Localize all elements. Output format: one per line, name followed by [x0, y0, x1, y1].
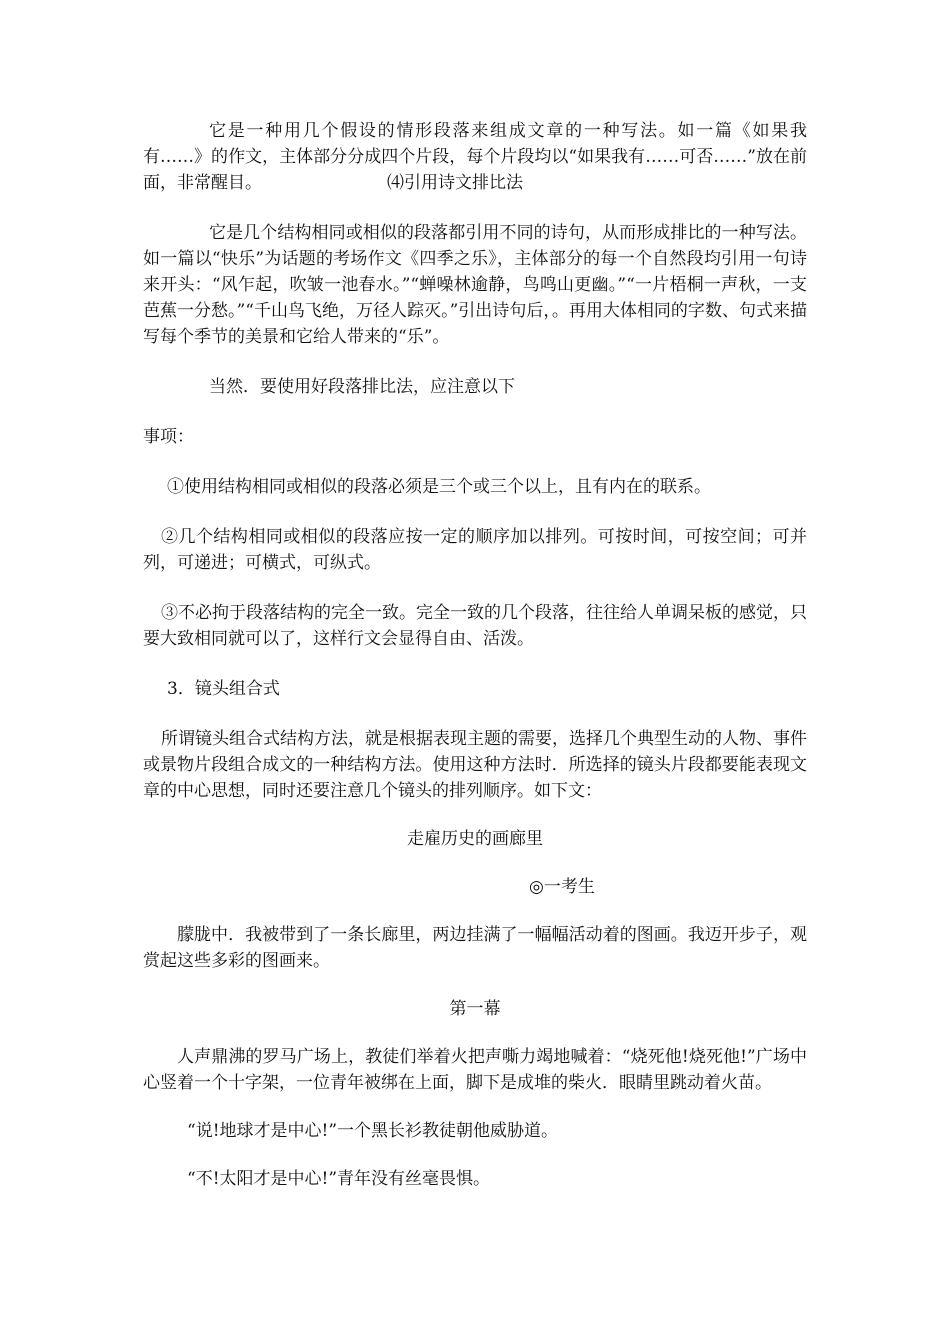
essay-author: ◎一考生	[529, 877, 595, 897]
paragraph-notes-intro: 当然．要使用好段落排比法，应注意以下	[209, 377, 515, 397]
essay-title: 走雇历史的画廊里	[407, 829, 543, 849]
paragraph-text: 它是一种用几个假设的情形段落来组成文章的一种写法。如一篇《如果我有……》的作文，主体部分分成四个片段，每个片段均以“如果我有……可否……”放在前面，非常醒目。	[143, 121, 807, 193]
essay-paragraph-intro: 朦胧中．我被带到了一条长廊里，两边挂满了一幅幅活动着的图画。我迈开步子，观赏起这些多彩的图画来。	[143, 925, 807, 971]
essay-dialogue-2: “不!太阳才是中心!”青年没有丝毫畏惧。	[187, 1169, 491, 1189]
section-heading-lens-method: 3．镜头组合式	[167, 679, 280, 699]
essay-paragraph-scene: 人声鼎沸的罗马广场上，教徒们举着火把声嘶力竭地喊着：“烧死他!烧死他!”广场中心竖着一个十字架，一位青年被绑在上面，脚下是成堆的柴火．眼睛里跳动着火苗。	[143, 1047, 807, 1093]
paragraph-notes-label: 事项：	[143, 427, 194, 447]
list-item-2: ②几个结构相同或相似的段落应按一定的顺序加以排列。可按时间，可按空间；可并列，可递进；可横式，可纵式。	[143, 527, 807, 573]
scene-title: 第一幕	[449, 999, 501, 1019]
paragraph-hypothesis-method	[143, 118, 807, 196]
section-heading-poetry-method: ⑷引用诗文排比法	[387, 173, 523, 193]
essay-dialogue-1: “说!地球才是中心!”一个黑长衫教徒朝他威胁道。	[187, 1121, 559, 1141]
paragraph-poetry-method: 它是几个结构相同或相似的段落都引用不同的诗句，从而形成排比的一种写法。如一篇以“快乐”为话题的考场作文《四季之乐》，主体部分的每一个自然段均引用一句诗来开头：“风乍起，吹皱一池春水。”“蝉噪林逾静，鸟鸣山更幽。”“一片梧桐一声秋，一支芭蕉一分愁。”“千山鸟飞绝，万径人踪灭。”引出诗句后，。再用大体相同的字数、句式来描写每个季节的美景和它给人带来的“乐”。	[143, 223, 807, 347]
list-item-3: ③不必拘于段落结构的完全一致。完全一致的几个段落，往往给人单调呆板的感觉，只要大致相同就可以了，这样行文会显得自由、活泼。	[143, 603, 807, 649]
list-item-1: ①使用结构相同或相似的段落必须是三个或三个以上，且有内在的联系。	[167, 477, 711, 497]
paragraph-lens-method: 所谓镜头组合式结构方法，就是根据表现主题的需要，选择几个典型生动的人物、事件或景物片段组合成文的一种结构方法。使用这种方法时．所选择的镜头片段都要能表现文章的中心思想，同时还要注意几个镜头的排列顺序。如下文：	[143, 729, 807, 801]
document-page	[143, 118, 807, 1192]
